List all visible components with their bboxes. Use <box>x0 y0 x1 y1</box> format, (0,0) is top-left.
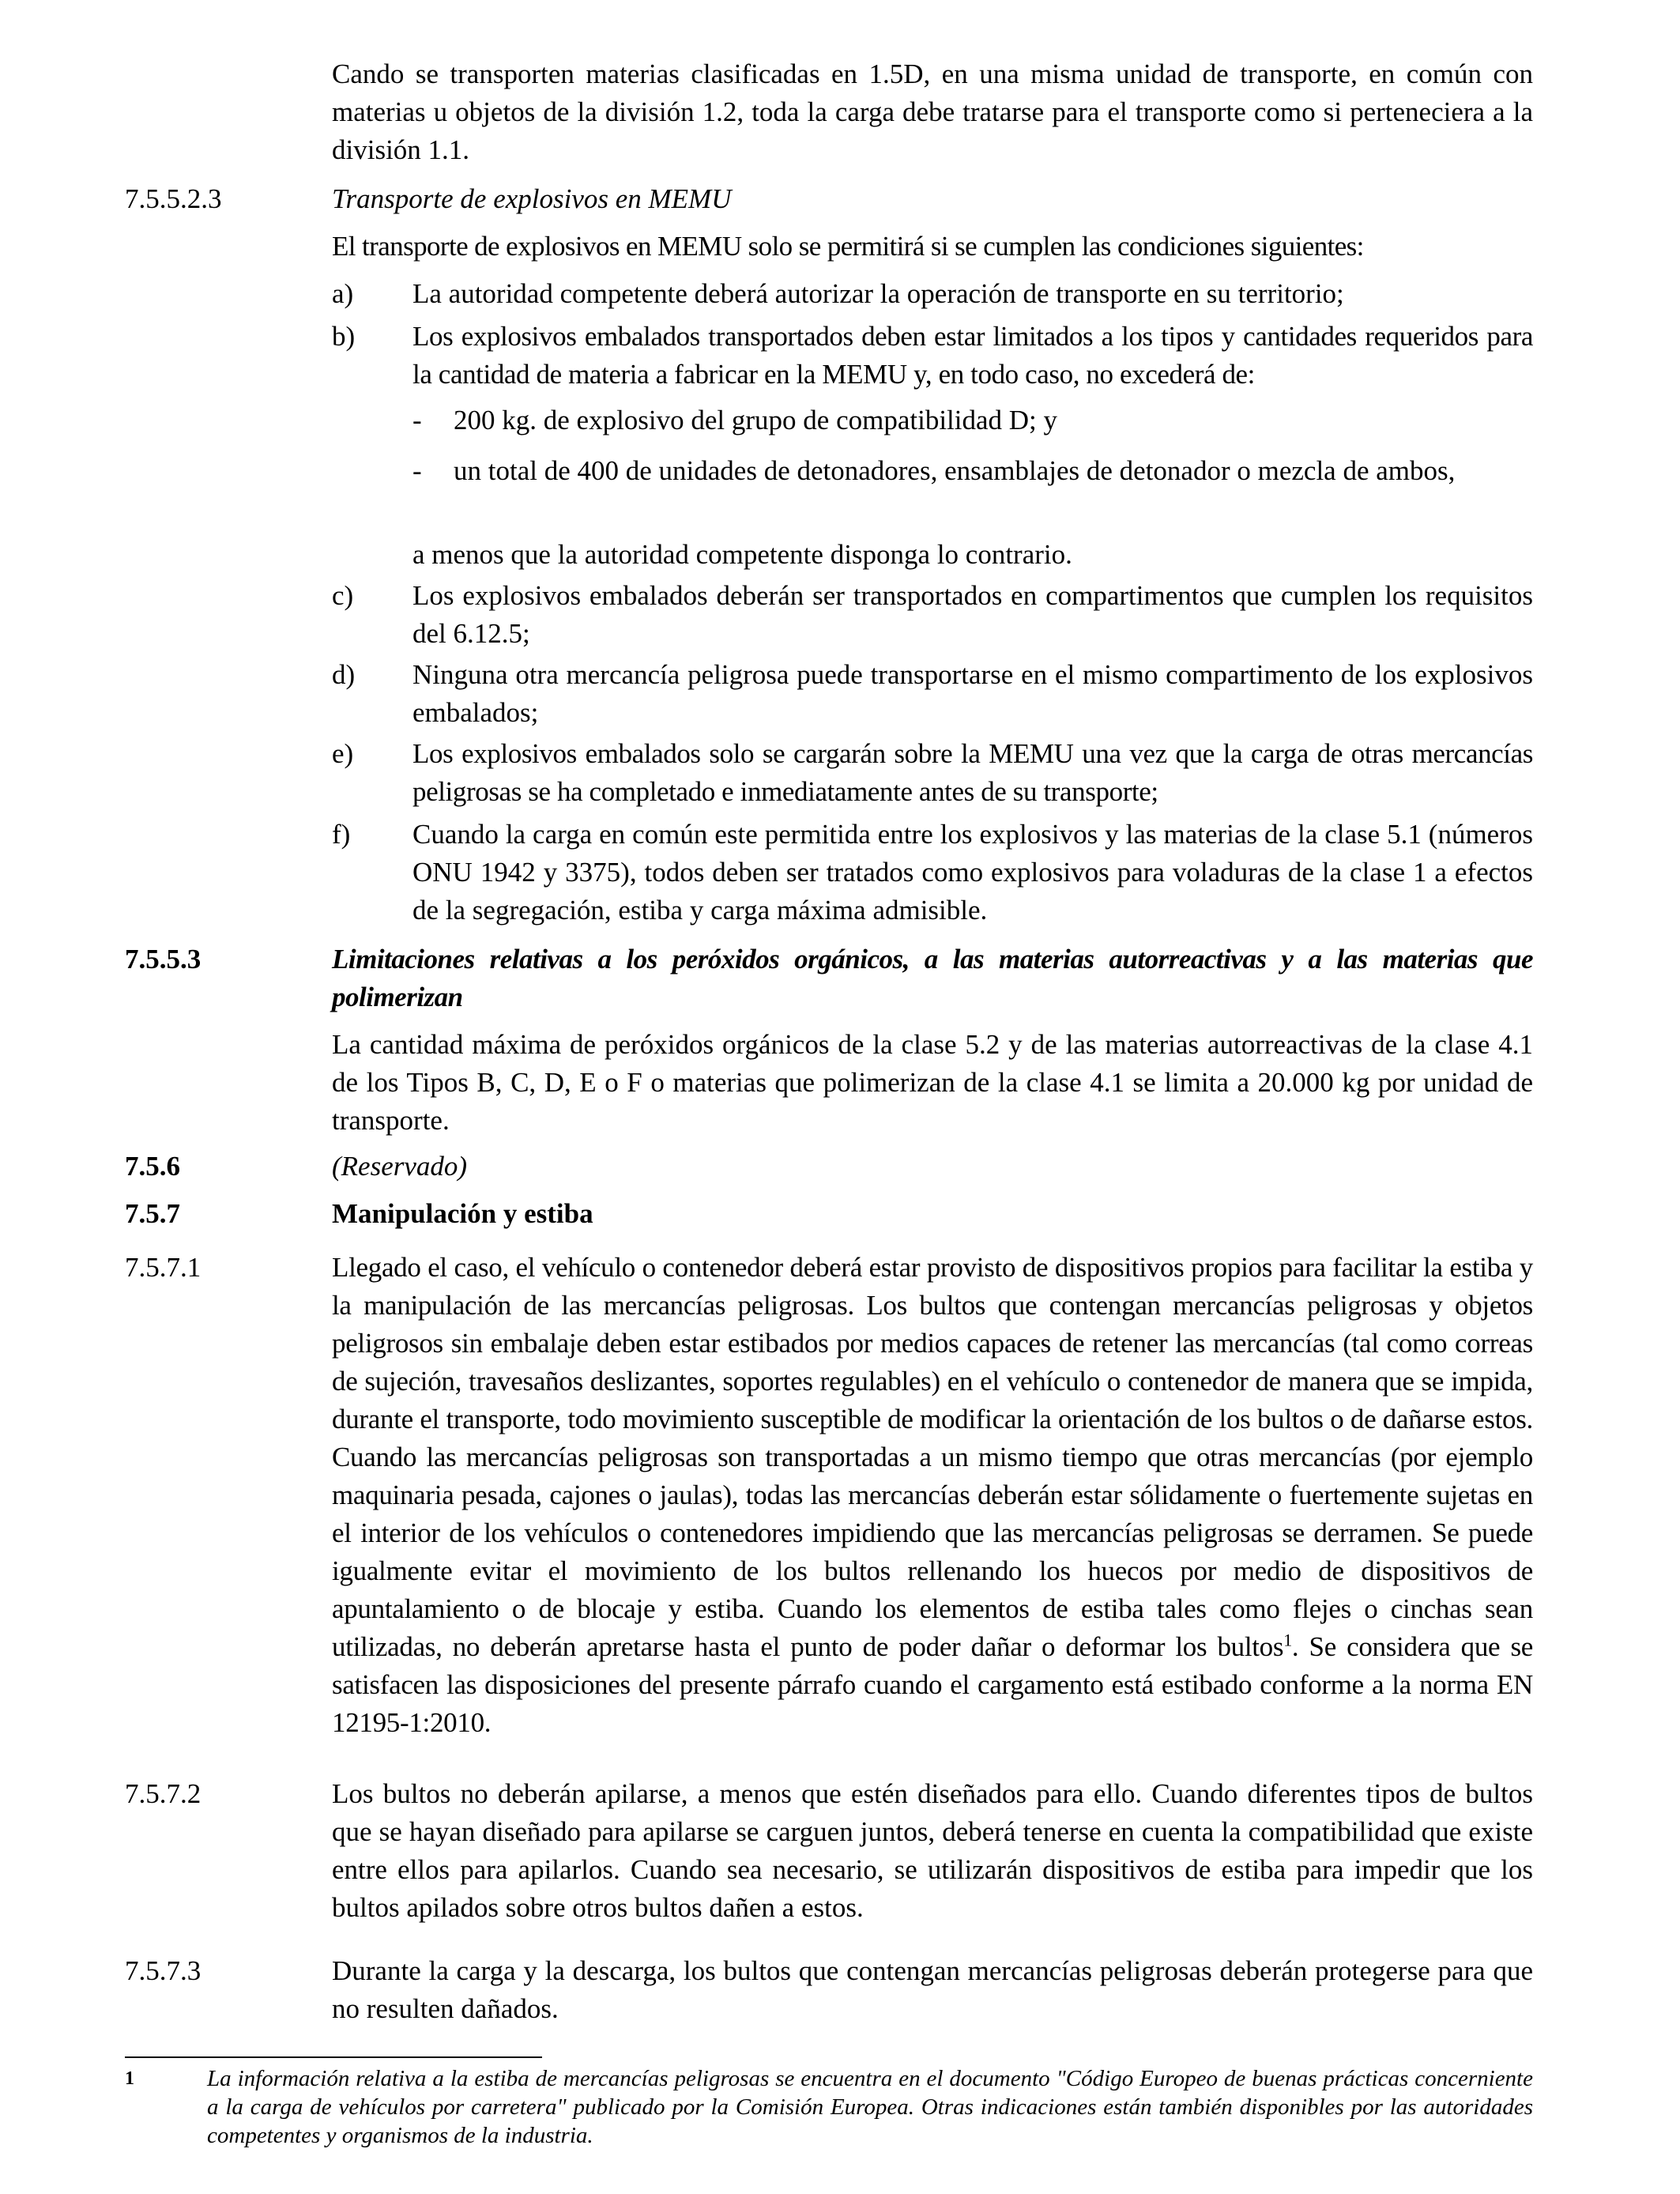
list-item-text: Los explosivos embalados deberán ser transportados en compartimentos que cumplen los requisitos del 6.12.5; <box>412 580 1533 649</box>
section-number: 7.5.7.2 <box>125 1778 202 1809</box>
section-7-5-5-2-3-heading <box>125 180 1533 218</box>
list-item-label: b) <box>332 321 356 352</box>
section-title: Limitaciones relativas a los peróxidos orgánicos, a las materias autorreactivas y a las materias que polimerizan <box>332 944 1533 1012</box>
section-7-5-7-3 <box>125 1952 1533 2031</box>
footnote-text: La información relativa a la estiba de mercancías peligrosas se encuentra en el documento "Código Europeo de buenas prácticas concerniente a la carga de vehículos por carretera" publicado por la Comisión Europea. Otras indicaciones están también disponibles por las autoridades competentes y organismos de la industria. <box>207 2066 1533 2148</box>
section-number: 7.5.5.3 <box>125 944 202 974</box>
section-lead: El transporte de explosivos en MEMU solo se permitirá si se cumplen las condiciones siguientes: <box>332 231 1364 262</box>
list-item-label: c) <box>332 580 354 611</box>
section-text: Los bultos no deberán apilarse, a menos que estén diseñados para ello. Cuando diferentes tipos de bultos que se hayan diseñado para apilarse se carguen juntos, deberá tenerse en cuenta la compatibilidad que existe entre ellos para apilarlos. Cuando sea necesario, se utilizarán dispositivos de estiba para impedir que los bultos apilados sobre otros bultos dañen a estos. <box>332 1778 1533 1923</box>
section-text: Durante la carga y la descarga, los bultos que contengan mercancías peligrosas deberán protegerse para que no resulten dañados. <box>332 1955 1533 2024</box>
list-item-label: a) <box>332 278 354 309</box>
section-7-5-6-heading <box>125 1148 1533 1186</box>
list-item-label: d) <box>332 659 356 690</box>
list-item-text: Los explosivos embalados solo se cargarán sobre la MEMU una vez que la carga de otras mercancías peligrosas se ha completado e inmediatamente antes de su transporte; <box>412 738 1533 807</box>
section-7-5-5-3-text: La cantidad máxima de peróxidos orgánicos de la clase 5.2 y de las materias autorreactivas de la clase 4.1 de los Tipos B, C, D, E o F o materias que polimerizan de la clase 4.1 se limita a 20.000 kg por unidad de transporte. <box>332 1029 1533 1136</box>
section-text-part: . Se considera que se satisfacen las disposiciones del presente párrafo cuando el cargamento está estibado conforme a la norma EN 12195-1:2010. <box>332 1631 1534 1738</box>
section-text <box>332 1249 1533 1742</box>
list-item-text: Los explosivos embalados transportados deben estar limitados a los tipos y cantidades requeridos para la cantidad de materia a fabricar en la MEMU y, en todo caso, no excederá de: <box>412 321 1533 390</box>
list-item-text: Ninguna otra mercancía peligrosa puede transportarse en el mismo compartimento de los explosivos embalados; <box>412 659 1533 728</box>
section-number: 7.5.5.2.3 <box>125 183 222 214</box>
after-dashes-text: a menos que la autoridad competente disponga lo contrario. <box>412 539 1072 570</box>
section-title: Manipulación y estiba <box>332 1198 593 1229</box>
footnote-reference[interactable]: 1 <box>1283 1630 1292 1650</box>
section-number: 7.5.7.1 <box>125 1252 202 1283</box>
dash-item-text: 200 kg. de explosivo del grupo de compatibilidad D; y <box>454 405 1058 435</box>
section-7-5-7-heading <box>125 1195 1533 1233</box>
list-item-text: La autoridad competente deberá autorizar la operación de transporte en su territorio; <box>412 278 1344 309</box>
footnote-mark: 1 <box>125 2068 134 2089</box>
section-title: Transporte de explosivos en MEMU <box>332 183 732 214</box>
list-item-label: e) <box>332 738 354 769</box>
section-number: 7.5.7.3 <box>125 1955 202 1986</box>
dash-item-text: un total de 400 de unidades de detonadores, ensamblajes de detonador o mezcla de ambos, <box>454 455 1456 486</box>
dash-item-label: - <box>412 455 422 486</box>
section-7-5-5-3-heading <box>125 941 1533 1016</box>
section-number: 7.5.6 <box>125 1151 180 1182</box>
section-number: 7.5.7 <box>125 1198 180 1229</box>
intro-paragraph: Cando se transporten materias clasificadas en 1.5D, en una misma unidad de transporte, en común con materias u objetos de la división 1.2, toda la carga debe tratarse para el transporte como si perteneciera a la división 1.1. <box>332 58 1533 165</box>
section-title: (Reservado) <box>332 1151 468 1182</box>
section-7-5-7-2 <box>125 1775 1533 1933</box>
list-item-label: f) <box>332 819 351 850</box>
dash-item-label: - <box>412 405 422 435</box>
section-7-5-7-1 <box>125 1249 1533 1755</box>
list-item-text: Cuando la carga en común este permitida entre los explosivos y las materias de la clase 5.1 (números ONU 1942 y 3375), todos deben ser tratados como explosivos para voladuras de la clase 1 a efectos de la segregación, estiba y carga máxima admisible. <box>412 819 1533 925</box>
footnote-divider <box>125 2056 542 2058</box>
section-text-part: Llegado el caso, el vehículo o contenedor deberá estar provisto de dispositivos propios para facilitar la estiba y la manipulación de las mercancías peligrosas. Los bultos que contengan mercancías peligrosas y objetos peligrosos sin embalaje deben estar estibados por medios capaces de retener las mercancías (tal como correas de sujeción, travesaños deslizantes, soportes regulables) en el vehículo o contenedor de manera que se impida, durante el transporte, todo movimiento susceptible de modificar la orientación de los bultos o de dañarse estos. Cuando las mercancías peligrosas son transportadas a un mismo tiempo que otras mercancías (por ejemplo maquinaria pesada, cajones o jaulas), todas las mercancías deberán estar sólidamente o fuertemente sujetas en el interior de los vehículos o contenedores impidiendo que las mercancías peligrosas se derramen. Se puede igualmente evitar el movimiento de los bultos rellenando los huecos por medio de dispositivos de apuntalamiento o de blocaje y estiba. Cuando los elementos de estiba tales como flejes o cinchas sean utilizadas, no deberán apretarse hasta el punto de poder dañar o deformar los bultos <box>332 1252 1533 1662</box>
